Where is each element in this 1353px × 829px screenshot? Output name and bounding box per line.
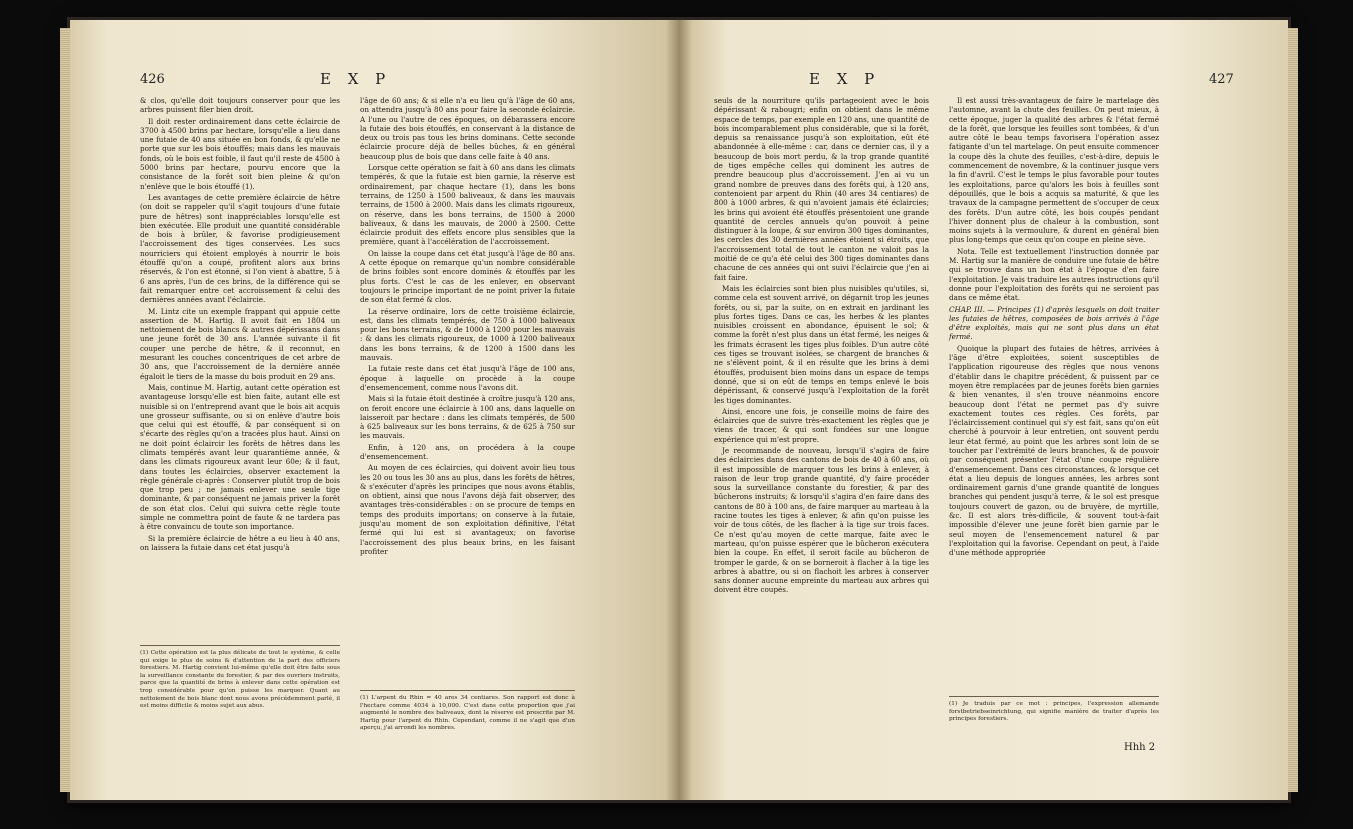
- footnote-text: (1) Cette opération est la plus délicate de tout le système, & celle qui exige le plus de soins & d'attention de la part des officiers forestiers. M. Hartig convient lui-même qu'elle doit être faite sous la surveillance constante du forestier, & par des ouvriers instruits, parce que la quantité de brins à enlever dans cette opération est trop considérable pour qu'on puisse les marquer. Quant au nettoiement de bois blanc dont nous avons précédemment parlé, il est moins difficile & moins sujet aux abus.: [140, 650, 340, 710]
- paragraph: La futaie reste dans cet état jusqu'à l'âge de 100 ans, époque à laquelle on procède à la coupe d'ensemencement, comme nous l'avons dit.: [360, 364, 575, 392]
- paragraph: Les avantages de cette première éclaircie de hêtre (on doit se rappeler qu'il s'agit toujours d'une futaie pure de hêtres) sont inappréciables lorsqu'elle est bien exécutée. Elle produit une quantité considérable de bois à brûler, & favorise prodigieusement l'accroissement des tiges conservées. Les sucs nourriciers qui étoient employés à nourrir le bois étouffé qu'on a coupé, profitent alors aux brins réservés, & l'on est étonné, si l'on vient à abattre, 5 à 6 ans après, l'un de ces brins, de la différence qui se fait remarquer entre cet accroissement & celui des dernières années avant l'éclaircie.: [140, 192, 340, 305]
- left-column-1: [140, 96, 340, 554]
- paragraph: M. Lintz cite un exemple frappant qui appuie cette assertion de M. Hartig. Il avoit fait en 1804 un nettoiement de bois blancs & autres dépérissans dans une jeune forêt de 30 ans. L'année suivante il fit couper une perche de hêtre, & il reconnut, en mesurant les couches concentriques de cet arbre de 30 ans, que l'accroissement de la dernière année égaloit le tiers de la masse du bois produit en 29 ans.: [140, 306, 340, 381]
- paragraph: Ainsi, encore une fois, je conseille moins de faire des éclaircies que de suivre très-exactement les règles que je viens de tracer, & qui sont fondées sur une longue expérience qui m'est propre.: [714, 406, 929, 444]
- paragraph: Mais, continue M. Hartig, autant cette opération est avantageuse lorsqu'elle est bien faite, autant elle est nuisible si on l'entreprend avant que le bois ait acquis une grosseur suffisante, ou si on enlève d'autre bois que celui qui est étouffé, & par conséquent si on s'écarte des règles qu'on a tracées plus haut. Ainsi on ne doit point éclaircir les forêts de hêtres dans les climats tempérés avant leur quarantième année, & dans les climats rigoureux avant leur 60e; & il faut, dans toutes les éclaircies, observer exactement la règle générale ci-après : Conserver plutôt trop de bois que trop peu ; ne jamais enlever une seule tige dominante, & par conséquent ne jamais priver la forêt de son état clos. Celui qui suivra cette règle toute simple ne commettra point de faute & ne tardera pas à être convaincu de toute son importance.: [140, 382, 340, 532]
- footnote-right: [949, 696, 1159, 724]
- left-column-2: [360, 96, 575, 558]
- paragraph: Mais si la futaie étoit destinée à croître jusqu'à 120 ans, on feroit encore une éclaircie à 100 ans, dans laquelle on laisseroit par hectare : dans les climats tempérés, de 500 à 625 baliveaux sur les bons terrains, & de 625 à 750 sur les mauvais.: [360, 394, 575, 441]
- running-head-right: E X P: [809, 70, 881, 88]
- footnote-text: (1) Je traduis par ce mot : principes, l'expression allemande forstbetriebseinrichtung, qui signifie manière de traiter d'après les principes forestiers.: [949, 701, 1159, 723]
- footnote-left-1: [140, 645, 340, 711]
- book-gutter: [666, 20, 692, 800]
- right-page: [679, 20, 1288, 800]
- paragraph: Enfin, à 120 ans, on procédera à la coupe d'ensemencement.: [360, 442, 575, 461]
- paragraph: l'âge de 60 ans; & si elle n'a eu lieu qu'à l'âge de 60 ans, on attendra jusqu'à 80 ans pour faire la seconde éclaircie. A l'une ou l'autre de ces époques, on débarassera encore la futaie des bois étouffés, en conservant à la distance de deux ou trois pas tous les brins dominans. Cette seconde éclaircie procure déjà de belles bûches, & en général beaucoup plus de bois que dans celle faite à 40 ans.: [360, 96, 575, 161]
- paragraph: Quoique la plupart des futaies de hêtres, arrivées à l'âge d'être exploitées, soient susceptibles de l'application rigoureuse des règles que nous venons d'établir dans le chapitre précédent, & puissent par ce moyen être remplacées par de jeunes forêts bien garnies & bien venantes, il s'en trouve néanmoins encore beaucoup dont l'état ne permet pas d'y suivre exactement toutes ces règles. Ces forêts, par l'éclaircissement continuel qui s'y est fait, sans qu'on eût cherché à pourvoir à leur entretien, ont souvent perdu leur état fermé, au point que les arbres sont loin de se toucher par l'extrémité de leurs branches, & de pouvoir par conséquent présenter l'état d'une coupe régulière d'ensemencement. Dans ces circonstances, & lorsque cet état a lieu depuis de longues années, les arbres sont ordinairement garnis d'une grande quantité de longues branches qui pendent jusqu'à terre, & le sol est presque toujours couvert de gazon, ou de bruyère, de myrtille, &c. Il est alors très-difficile, & souvent tout-à-fait impossible d'élever une jeune forêt bien garnie par le seul moyen de l'ensemencement naturel & par l'exploitation qui la favorise. Cependant on peut, à l'aide d'une méthode appropriée: [949, 343, 1159, 558]
- paragraph: La réserve ordinaire, lors de cette troisième éclaircie, est, dans les climats tempérés, de 750 à 1000 baliveaux pour les bons terrains, & de 1000 à 1200 pour les mauvais : & dans les climats rigoureux, de 1000 à 1200 baliveaux dans les bons terrains, & de 1200 à 1500 dans les mauvais.: [360, 306, 575, 363]
- paragraph: & clos, qu'elle doit toujours conserver pour que les arbres puissent filer bien droit.: [140, 96, 340, 115]
- left-page: [70, 20, 679, 800]
- paragraph: Mais les éclaircies sont bien plus nuisibles qu'utiles, si, comme cela est souvent arrivé, on dégarnit trop les jeunes forêts, ou si, par la suite, on en extrait en jardinant les plus fortes tiges. Dans ce cas, les herbes & les plantes nuisibles croissent en abondance, épuisent le sol; & comme la forêt n'est plus dans un état fermé, les neiges & les frimats écrasent les tiges plus foibles. D'un autre côté ces tiges se trouvant isolées, se chargent de branches & ne s'élèvent point, & il en résulte que les brins à demi étouffés, produisent bien moins dans un espace de temps donné, que si on eût de temps en temps enlevé le bois dépérissant, & conservé jusqu'à l'exploitation de la forêt les tiges dominantes.: [714, 283, 929, 405]
- page-number-right: 427: [1209, 72, 1234, 87]
- paragraph: Au moyen de ces éclaircies, qui doivent avoir lieu tous les 20 ou tous les 30 ans au plus, dans les forêts de hêtres, & s'exécuter d'après les principes que nous avons établis, on obtient, ainsi que nous l'avons déjà fait observer, des avantages très-considérables : on se procure de temps en temps des produits importans; on conserve à la futaie, jusqu'au moment de son exploitation définitive, l'état fermé qui lui est si avantageux; on favorise l'accroissement des plus beaux brins, en les faisant profiter: [360, 463, 575, 556]
- paragraph: seuls de la nourriture qu'ils partageoient avec le bois dépérissant & rabougri; enfin on obtient dans le même espace de temps, par exemple en 120 ans, une quantité de bois incomparablement plus considérable, que si la forêt, depuis sa renaissance jusqu'à son exploitation, eût été abandonnée à elle-même : car, dans ce dernier cas, il y a beaucoup de bois mort perdu, & la trop grande quantité de tiges empêche celles qui dominent les autres de prendre beaucoup plus d'accroissement. J'en ai vu un grand nombre de preuves dans des forêts qui, à 120 ans, contenoient par arpent du Rhin (40 ares 34 centiares) de 800 à 1000 arbres, & qui n'avoient jamais été éclaircies; les brins qui avoient été étouffés présentoient une grande quantité de cercles annuels qu'on pouvoit à peine distinguer à la loupe, & sur environ 300 tiges dominantes, les cercles des 30 dernières années étoient si étroits, que l'accroissement total de tout le canton ne valoit pas la moitié de ce qu'a été celui des 300 tiges dominantes dans chacune de ces années qui ont suivi l'éclaircie que j'en ai fait faire.: [714, 96, 929, 282]
- paragraph: On laisse la coupe dans cet état jusqu'à l'âge de 80 ans. A cette époque on remarque qu'un nombre considérable de brins foibles sont encore dominés & étouffés par les plus forts. C'est le cas de les enlever, en observant toujours le principe important de ne point priver la futaie de son état fermé & clos.: [360, 248, 575, 305]
- chapter-heading: CHAP. III. — Principes (1) d'après lesquels on doit traiter les futaies de hêtres, composées de bois arrivés à l'âge d'être exploités, mais qui ne sont plus dans un état fermé.: [949, 304, 1159, 342]
- book-edge-left: [60, 28, 70, 792]
- book-edge-right: [1288, 28, 1298, 792]
- paragraph: Je recommande de nouveau, lorsqu'il s'agira de faire des éclaircies dans des cantons de bois de 40 à 60 ans, où il est impossible de marquer tous les brins à enlever, à raison de leur trop grande quantité, d'y faire procéder sous la surveillance constante du forestier, & par des bûcherons instruits; & lorsqu'il s'agira d'en faire dans des cantons de 80 à 100 ans, de faire marquer au marteau à la racine toutes les tiges à enlever, & afin qu'on puisse les voir de tous côtés, de les flacher à la tige sur trois faces. Ce n'est qu'au moyen de cette marque, faite avec le marteau, qu'on puisse espérer que le bûcheron exécutera bien la coupe. En effet, il seroit facile au bûcheron de tromper le garde, & on se borneroit à flacher à la tige les arbres à abattre, ou si on flachoit les arbres à conserver sans donner aucune empreinte du marteau aux arbres qui doivent être coupés.: [714, 445, 929, 595]
- paragraph: Lorsque cette opération se fait à 60 ans dans les climats tempérés, & que la futaie est bien garnie, la réserve est ordinairement, par chaque hectare (1), dans les bons terrains, de 1250 à 1500 baliveaux, & dans les mauvais terrains, de 1500 à 2000. Mais dans les climats rigoureux, on réserve, dans les bons terrains, de 1500 à 2000 baliveaux, & dans les mauvais, de 2000 à 2500. Cette éclaircie produit des effets encore plus sensibles que la première, quant à l'accélération de l'accroissement.: [360, 163, 575, 247]
- paragraph: Si la première éclaircie de hêtre a eu lieu à 40 ans, on laissera la futaie dans cet état jusqu'à: [140, 533, 340, 552]
- paragraph: Il est aussi très-avantageux de faire le martelage dès l'automne, avant la chute des feuilles. On peut mieux, à cette époque, juger la qualité des arbres & l'état fermé de la forêt, que lorsque les feuilles sont tombées, & d'un autre côté le beau temps favorisera l'opération assez fatigante d'un tel martelage. On peut ensuite commencer la coupe dès la chute des feuilles, c'est-à-dire, depuis le commencement de novembre, & la continuer jusque vers la fin d'avril. C'est le temps le plus favorable pour toutes les exploitations, parce qu'alors les bois à feuilles sont dépouillés, que le bois a acquis sa maturité, & que les travaux de la campagne permettent de s'occuper de ceux des forêts. D'un autre côté, les bois coupés pendant l'hiver donnent plus de chaleur à la combustion, sont moins sujets à la vermoulure, & durent en général bien plus long-temps que ceux qu'on coupe en pleine sève.: [949, 96, 1159, 245]
- page-number-left: 426: [140, 72, 165, 87]
- signature-mark: Hhh 2: [1124, 742, 1156, 753]
- right-column-1: [714, 96, 929, 597]
- footnote-left-2: [360, 690, 575, 733]
- paragraph: Il doit rester ordinairement dans cette éclaircie de 3700 à 4500 brins par hectare, lorsqu'elle a lieu dans une futaie de 40 ans située en bon fonds, & qu'elle ne porte que sur les bois étouffés; mais dans les mauvais fonds, où le bois est foible, il faut qu'il reste de 4500 à 5000 brins par hectare, pourvu encore que la consistance de la forêt soit bien pleine & qu'on n'enlève que le bois étouffé (1).: [140, 116, 340, 191]
- paragraph: Nota. Telle est textuellement l'instruction donnée par M. Hartig sur la manière de conduire une futaie de hêtre qui se trouve dans un bon état à l'époque d'en faire l'exploitation. Je vais traduire les autres instructions qu'il donne pour l'exploitation des forêts qui ne seroient pas dans ce même état.: [949, 246, 1159, 303]
- running-head-left: E X P: [320, 70, 392, 88]
- footnote-text: (1) L'arpent du Rhin = 40 ares 34 centiares. Son rapport est donc à l'hectare comme 4034 à 10,000. C'est dans cette proportion que j'ai augmenté le nombre des baliveaux, dont la réserve est prescrite par M. Hartig pour l'arpent du Rhin. Cependant, comme il ne s'agit que d'un aperçu, j'ai arrondi les nombres.: [360, 695, 575, 732]
- right-column-2: [949, 96, 1159, 560]
- open-book: [70, 20, 1288, 800]
